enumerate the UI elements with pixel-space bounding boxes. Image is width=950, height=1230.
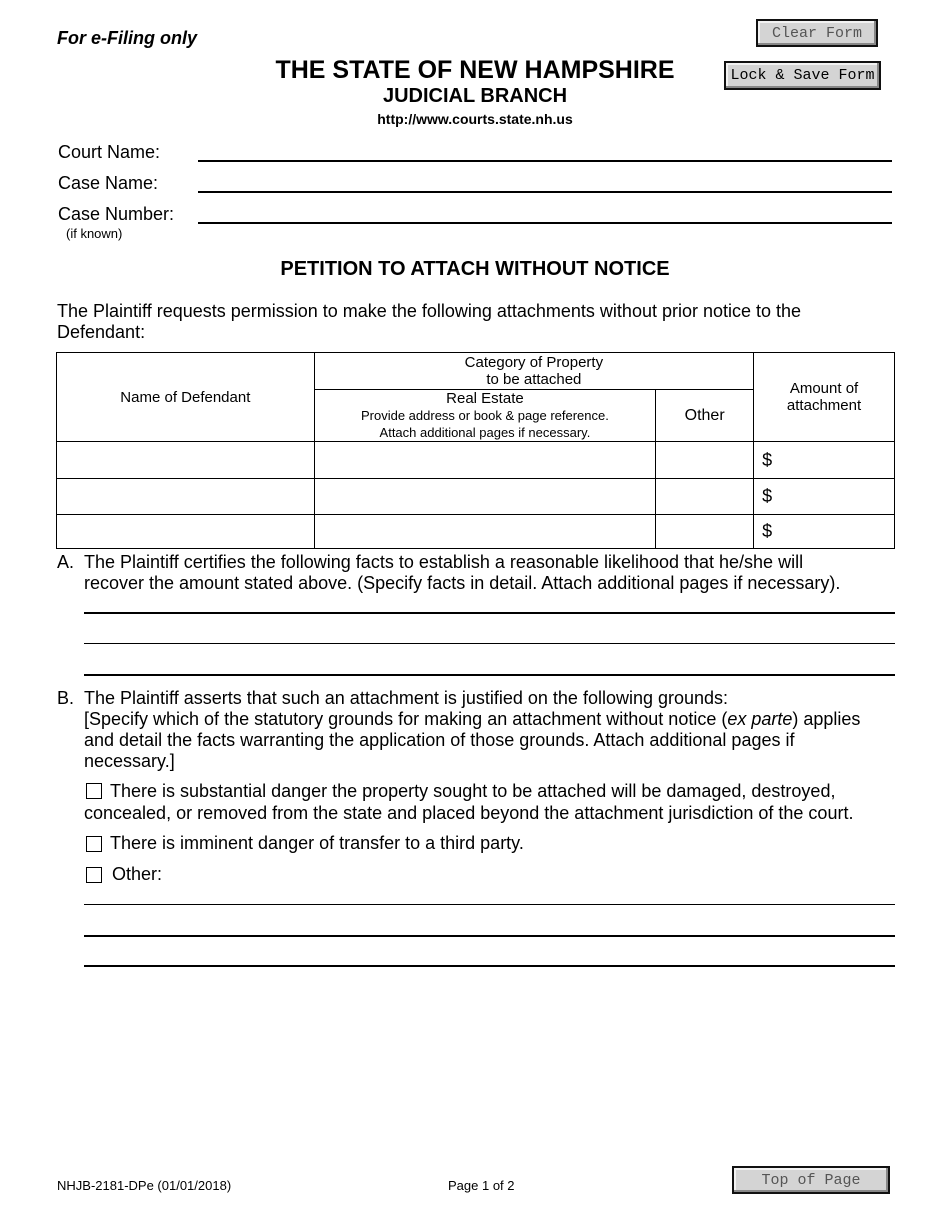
currency-symbol: $ — [762, 486, 773, 506]
form-id: NHJB-2181-DPe (01/01/2018) — [57, 1178, 232, 1193]
section-a-line1: The Plaintiff certifies the following facts to establish a reasonable likelihood that he/she will — [84, 552, 804, 572]
substantial-danger-checkbox[interactable] — [86, 783, 102, 799]
section-a-marker: A. — [57, 552, 75, 572]
amount-cell[interactable] — [754, 442, 895, 479]
table-row — [57, 442, 895, 479]
facts-line[interactable] — [84, 674, 895, 676]
imminent-transfer-label: There is imminent danger of transfer to a third party. — [110, 833, 524, 853]
branch-title: JUDICIAL BRANCH — [382, 85, 568, 107]
section-b-marker: B. — [57, 688, 75, 708]
other-grounds-checkbox[interactable] — [86, 867, 102, 883]
defendant-cell[interactable] — [57, 515, 315, 549]
lock-save-form-button[interactable]: Lock & Save Form — [724, 61, 881, 90]
substantial-danger-label: There is substantial danger the property sought to be attached will be damaged, destroyed, — [110, 781, 836, 801]
section-a-line2: recover the amount stated above. (Specify facts in detail. Attach additional pages if necessary). — [84, 573, 841, 593]
grounds-line[interactable] — [84, 904, 895, 905]
top-of-page-button[interactable]: Top of Page — [732, 1166, 890, 1194]
section-b-line3: and detail the facts warranting the application of those grounds. Attach additional pages if — [84, 730, 795, 750]
case-number-label: Case Number: — [58, 204, 175, 224]
grounds-line[interactable] — [84, 935, 895, 937]
case-number-line — [198, 222, 892, 224]
header-category: Category of Property to be attached — [314, 353, 753, 390]
court-name-input[interactable] — [198, 140, 894, 160]
imminent-transfer-checkbox[interactable] — [86, 836, 102, 852]
attachments-table — [56, 352, 895, 549]
section-b-line1: The Plaintiff asserts that such an attachment is justified on the following grounds: — [84, 688, 729, 708]
table-row — [57, 515, 895, 549]
form-title: PETITION TO ATTACH WITHOUT NOTICE — [280, 258, 670, 280]
page-number: Page 1 of 2 — [448, 1178, 515, 1193]
other-cell[interactable] — [656, 442, 754, 479]
clear-form-button[interactable]: Clear Form — [756, 19, 878, 47]
other-cell[interactable] — [656, 515, 754, 549]
header-other: Other — [656, 390, 754, 442]
other-grounds-label: Other: — [112, 864, 163, 884]
header-amount: Amount of attachment — [754, 353, 895, 442]
efiling-note: For e-Filing only — [57, 28, 197, 48]
court-name-label: Court Name: — [58, 142, 161, 162]
defendant-cell[interactable] — [57, 479, 315, 515]
state-title: THE STATE OF NEW HAMPSHIRE — [275, 56, 675, 84]
facts-line[interactable] — [84, 643, 895, 644]
case-name-input[interactable] — [198, 171, 894, 191]
facts-line[interactable] — [84, 612, 895, 614]
amount-cell[interactable] — [754, 515, 895, 549]
case-number-sublabel: (if known) — [66, 226, 123, 241]
intro-text: The Plaintiff requests permission to make the following attachments without prior notice to the Defendant: — [57, 301, 802, 342]
real-estate-cell[interactable] — [314, 442, 656, 479]
case-name-line — [198, 191, 892, 193]
currency-symbol: $ — [762, 449, 773, 470]
substantial-danger-label-cont: concealed, or removed from the state and placed beyond the attachment jurisdiction of the court. — [84, 803, 854, 823]
court-name-line — [198, 160, 892, 162]
section-b-line4: necessary.] — [84, 751, 175, 771]
grounds-line[interactable] — [84, 965, 895, 967]
case-name-label: Case Name: — [58, 173, 159, 193]
real-estate-cell[interactable] — [314, 479, 656, 515]
court-url: http://www.courts.state.nh.us — [377, 111, 573, 127]
amount-cell[interactable] — [754, 479, 895, 515]
other-cell[interactable] — [656, 479, 754, 515]
real-estate-cell[interactable] — [314, 515, 656, 549]
case-number-input[interactable] — [198, 202, 894, 222]
section-b-line2: [Specify which of the statutory grounds for making an attachment without notice (ex parte) applies — [84, 709, 861, 729]
currency-symbol: $ — [762, 521, 773, 541]
table-row — [57, 479, 895, 515]
header-real-estate: Real Estate Provide address or book & page reference. Attach additional pages if necessary. — [314, 390, 656, 442]
defendant-cell[interactable] — [57, 442, 315, 479]
header-defendant: Name of Defendant — [57, 353, 315, 442]
